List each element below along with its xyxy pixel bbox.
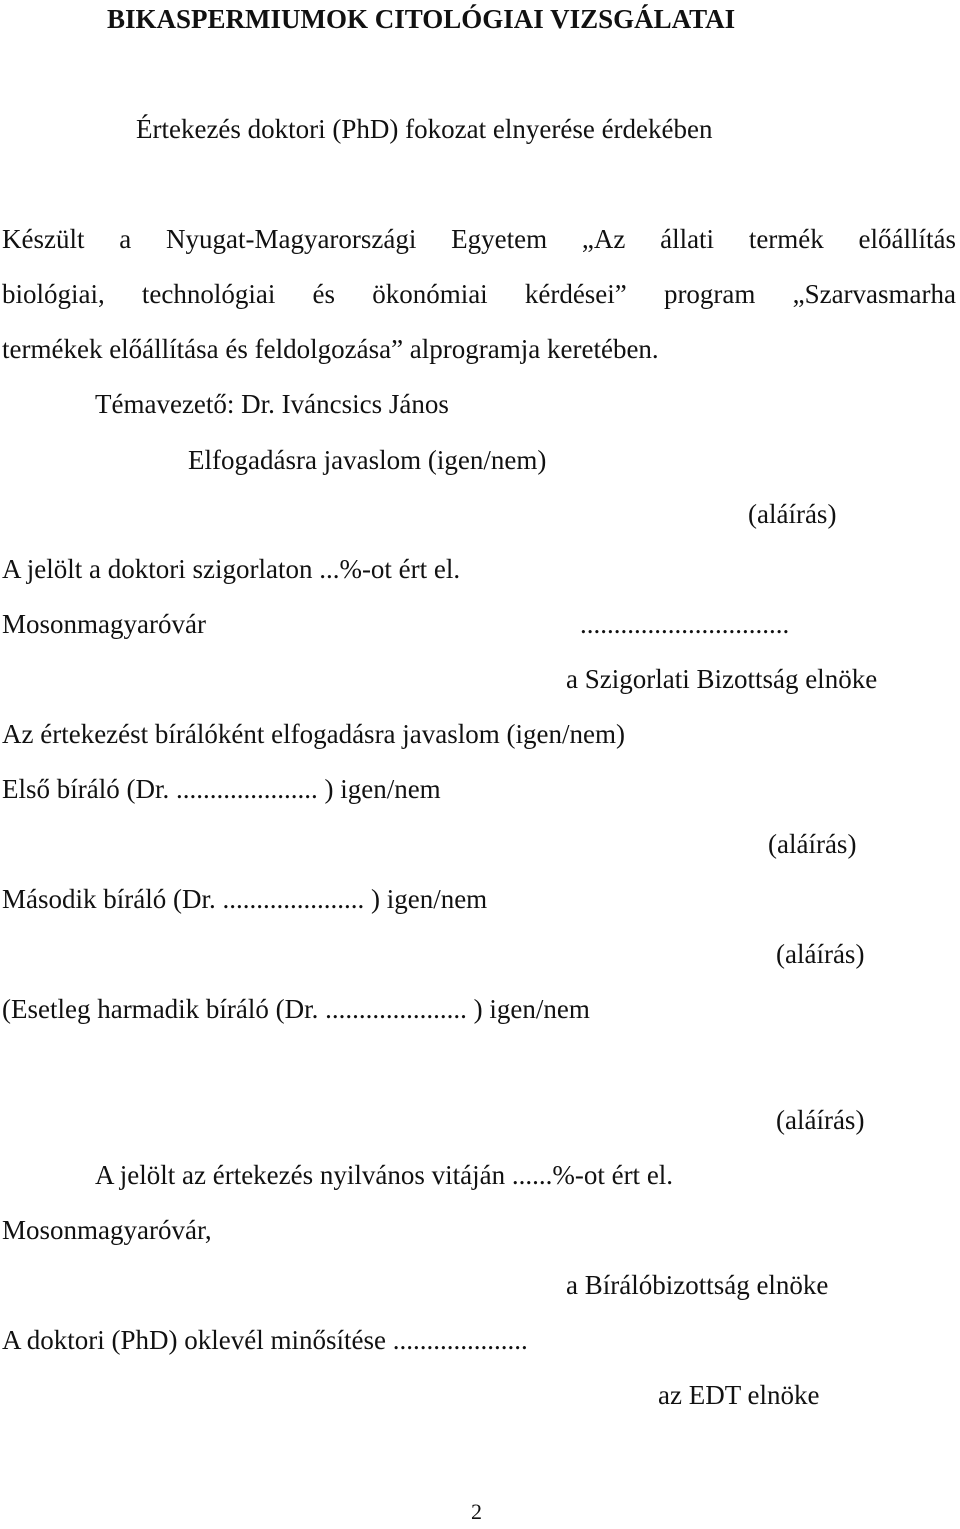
edt-chair: az EDT elnöke bbox=[658, 1380, 820, 1410]
second-reviewer-line: Második bíráló (Dr. ..................... ) igen/nem bbox=[2, 884, 488, 914]
intro-line-2: biológiai, technológiai és ökonómiai kérdései” program „Szarvasmarha bbox=[2, 279, 956, 309]
review-committee-chair: a Bírálóbizottság elnöke bbox=[566, 1270, 829, 1300]
supervisor-recommendation: Elfogadásra javaslom (igen/nem) bbox=[188, 445, 547, 475]
intro-line-3: termékek előállítása és feldolgozása” alprogramja keretében. bbox=[2, 334, 659, 364]
defense-result-line: A jelölt az értekezés nyilvános vitáján ......%-ot ért el. bbox=[95, 1160, 674, 1190]
signature-label: (aláírás) bbox=[748, 499, 837, 529]
signature-label: (aláírás) bbox=[768, 829, 857, 859]
signature-dots: ............................... bbox=[580, 609, 790, 639]
document-subtitle: Értekezés doktori (PhD) fokozat elnyerése érdekében bbox=[136, 114, 713, 144]
exam-result-line: A jelölt a doktori szigorlaton ...%-ot ért el. bbox=[2, 554, 461, 584]
signature-label: (aláírás) bbox=[776, 939, 865, 969]
place-label: Mosonmagyaróvár bbox=[2, 609, 206, 639]
page-number: 2 bbox=[471, 1499, 482, 1524]
place-label: Mosonmagyaróvár, bbox=[2, 1215, 212, 1245]
qualification-line: A doktori (PhD) oklevél minősítése .................... bbox=[2, 1325, 528, 1355]
reviewer-recommendation: Az értekezést bírálóként elfogadásra javaslom (igen/nem) bbox=[2, 719, 625, 749]
third-reviewer-line: (Esetleg harmadik bíráló (Dr. ..................... ) igen/nem bbox=[2, 994, 590, 1024]
intro-line-1: Készült a Nyugat-Magyarországi Egyetem „Az állati termék előállítás bbox=[2, 224, 956, 254]
signature-label: (aláírás) bbox=[776, 1105, 865, 1135]
first-reviewer-line: Első bíráló (Dr. ..................... ) igen/nem bbox=[2, 774, 441, 804]
document-title: BIKASPERMIUMOK CITOLÓGIAI VIZSGÁLATAI bbox=[107, 4, 736, 34]
supervisor-line: Témavezető: Dr. Iváncsics János bbox=[95, 389, 449, 419]
exam-committee-chair: a Szigorlati Bizottság elnöke bbox=[566, 664, 878, 694]
